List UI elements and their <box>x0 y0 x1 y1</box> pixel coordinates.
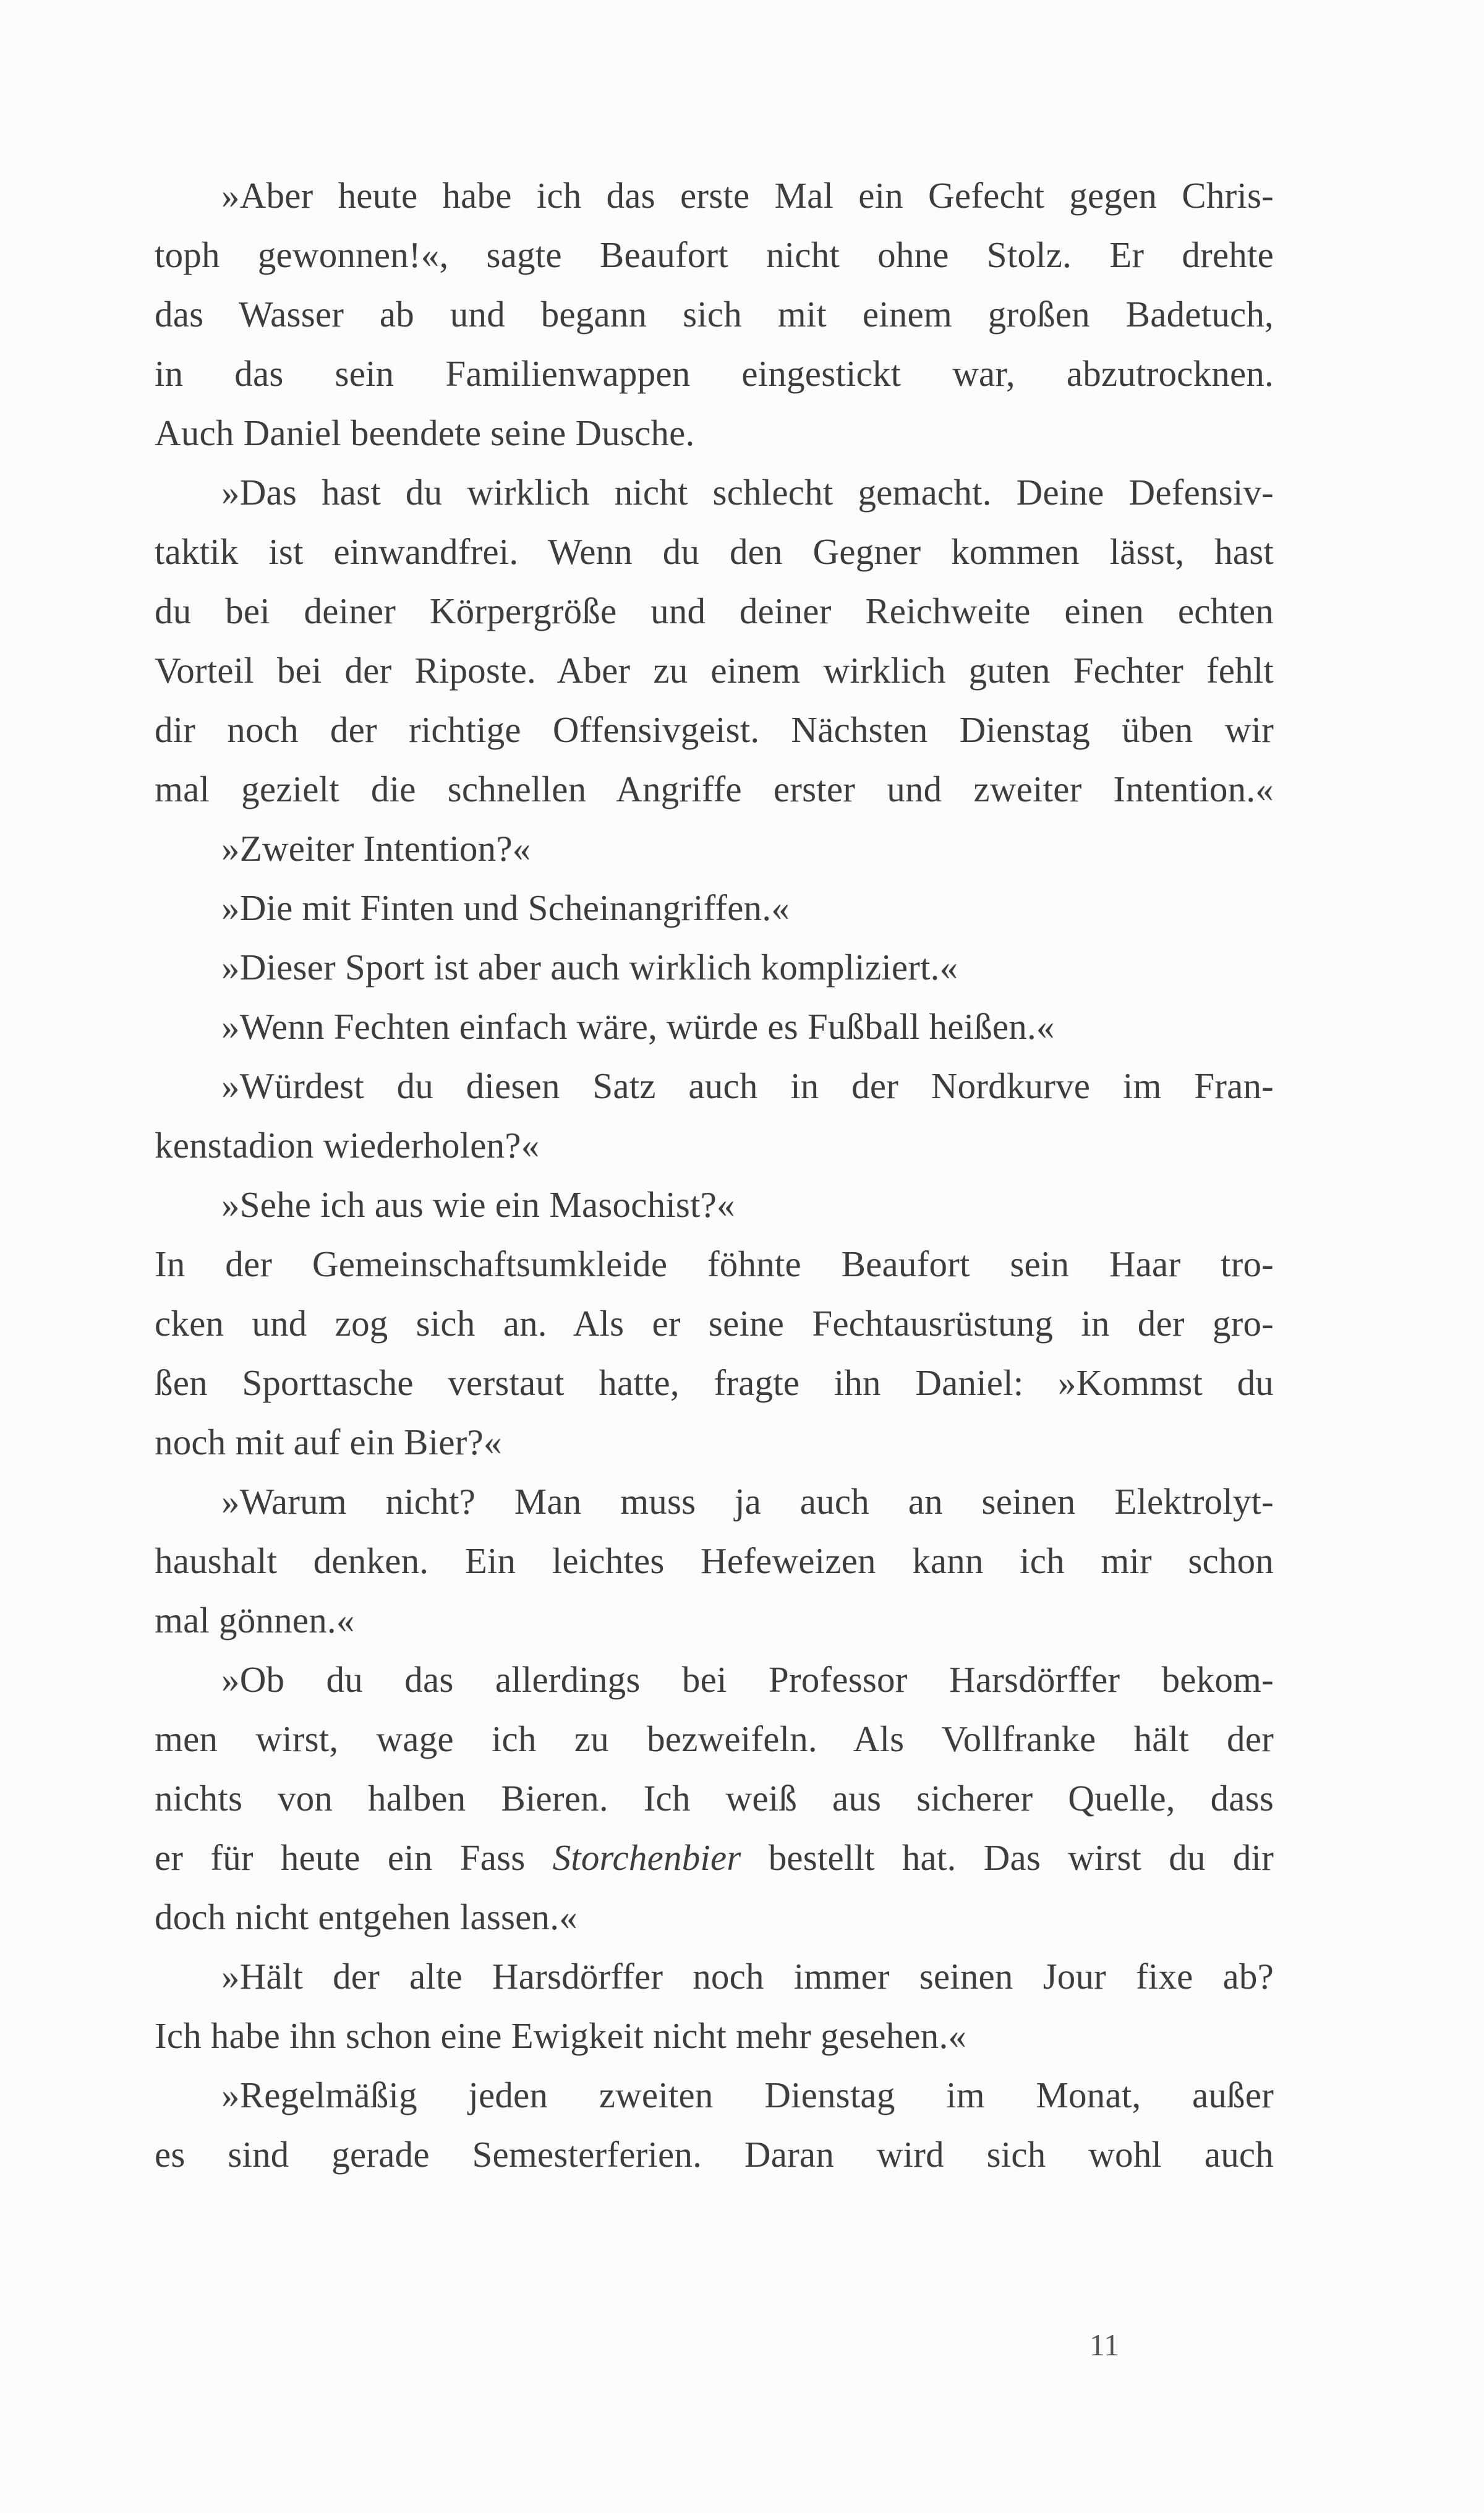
text-line: nichts von halben Bieren. Ich weiß aus sicherer Quelle, dass <box>155 1778 1274 1819</box>
text-line: »Das hast du wirklich nicht schlecht gemacht. Deine Defensiv- <box>221 472 1274 513</box>
text-line: »Die mit Finten und Scheinangriffen.« <box>221 887 790 928</box>
text-line: toph gewonnen!«, sagte Beaufort nicht ohne Stolz. Er drehte <box>155 234 1274 275</box>
text-segment: bestellt hat. Das wirst du dir <box>741 1837 1274 1878</box>
text-line: Vorteil bei der Riposte. Aber zu einem wirklich guten Fechter fehlt <box>155 650 1274 691</box>
text-line: »Ob du das allerdings bei Professor Harsdörffer bekom- <box>221 1659 1274 1700</box>
text-line: doch nicht entgehen lassen.« <box>155 1896 578 1937</box>
text-line: ßen Sporttasche verstaut hatte, fragte ihn Daniel: »Kommst du <box>155 1362 1274 1403</box>
text-line: es sind gerade Semesterferien. Daran wird sich wohl auch <box>155 2134 1274 2175</box>
text-line: »Aber heute habe ich das erste Mal ein Gefecht gegen Chris- <box>221 175 1274 216</box>
text-line: In der Gemeinschaftsumkleide föhnte Beaufort sein Haar tro- <box>155 1244 1274 1284</box>
text-line: »Zweiter Intention?« <box>221 828 531 869</box>
text-line: Ich habe ihn schon eine Ewigkeit nicht mehr gesehen.« <box>155 2015 967 2056</box>
text-line: »Würdest du diesen Satz auch in der Nordkurve im Fran- <box>221 1065 1274 1106</box>
text-line: du bei deiner Körpergröße und deiner Reichweite einen echten <box>155 591 1274 631</box>
text-line: men wirst, wage ich zu bezweifeln. Als Vollfranke hält der <box>155 1718 1274 1759</box>
text-line: »Wenn Fechten einfach wäre, würde es Fußball heißen.« <box>221 1006 1055 1047</box>
text-line: dir noch der richtige Offensivgeist. Nächsten Dienstag üben wir <box>155 709 1274 750</box>
italic-text-segment: Storchenbier <box>552 1837 741 1878</box>
text-line: Auch Daniel beendete seine Dusche. <box>155 412 695 453</box>
text-line: »Dieser Sport ist aber auch wirklich kompliziert.« <box>221 947 958 988</box>
text-line: haushalt denken. Ein leichtes Hefeweizen kann ich mir schon <box>155 1540 1274 1581</box>
text-line: kenstadion wiederholen?« <box>155 1125 540 1166</box>
text-segment: er für heute ein Fass <box>155 1837 553 1878</box>
text-line: mal gezielt die schnellen Angriffe erster und zweiter Intention.« <box>155 769 1274 809</box>
text-line: »Hält der alte Harsdörffer noch immer seinen Jour fixe ab? <box>221 1956 1274 1997</box>
page-number: 11 <box>1089 2327 1120 2362</box>
text-line: taktik ist einwandfrei. Wenn du den Gegner kommen lässt, hast <box>155 531 1274 572</box>
text-line: noch mit auf ein Bier?« <box>155 1422 502 1462</box>
text-line: cken und zog sich an. Als er seine Fechtausrüstung in der gro- <box>155 1303 1274 1344</box>
text-line: »Regelmäßig jeden zweiten Dienstag im Monat, außer <box>221 2075 1274 2115</box>
text-line <box>155 1828 1274 1887</box>
text-line: mal gönnen.« <box>155 1600 355 1640</box>
text-line: in das sein Familienwappen eingestickt war, abzutrocknen. <box>155 353 1274 394</box>
text-block <box>155 166 1274 2184</box>
text-line: »Warum nicht? Man muss ja auch an seinen Elektrolyt- <box>221 1481 1274 1522</box>
text-line: »Sehe ich aus wie ein Masochist?« <box>221 1184 735 1225</box>
text-line: das Wasser ab und begann sich mit einem großen Badetuch, <box>155 294 1274 335</box>
